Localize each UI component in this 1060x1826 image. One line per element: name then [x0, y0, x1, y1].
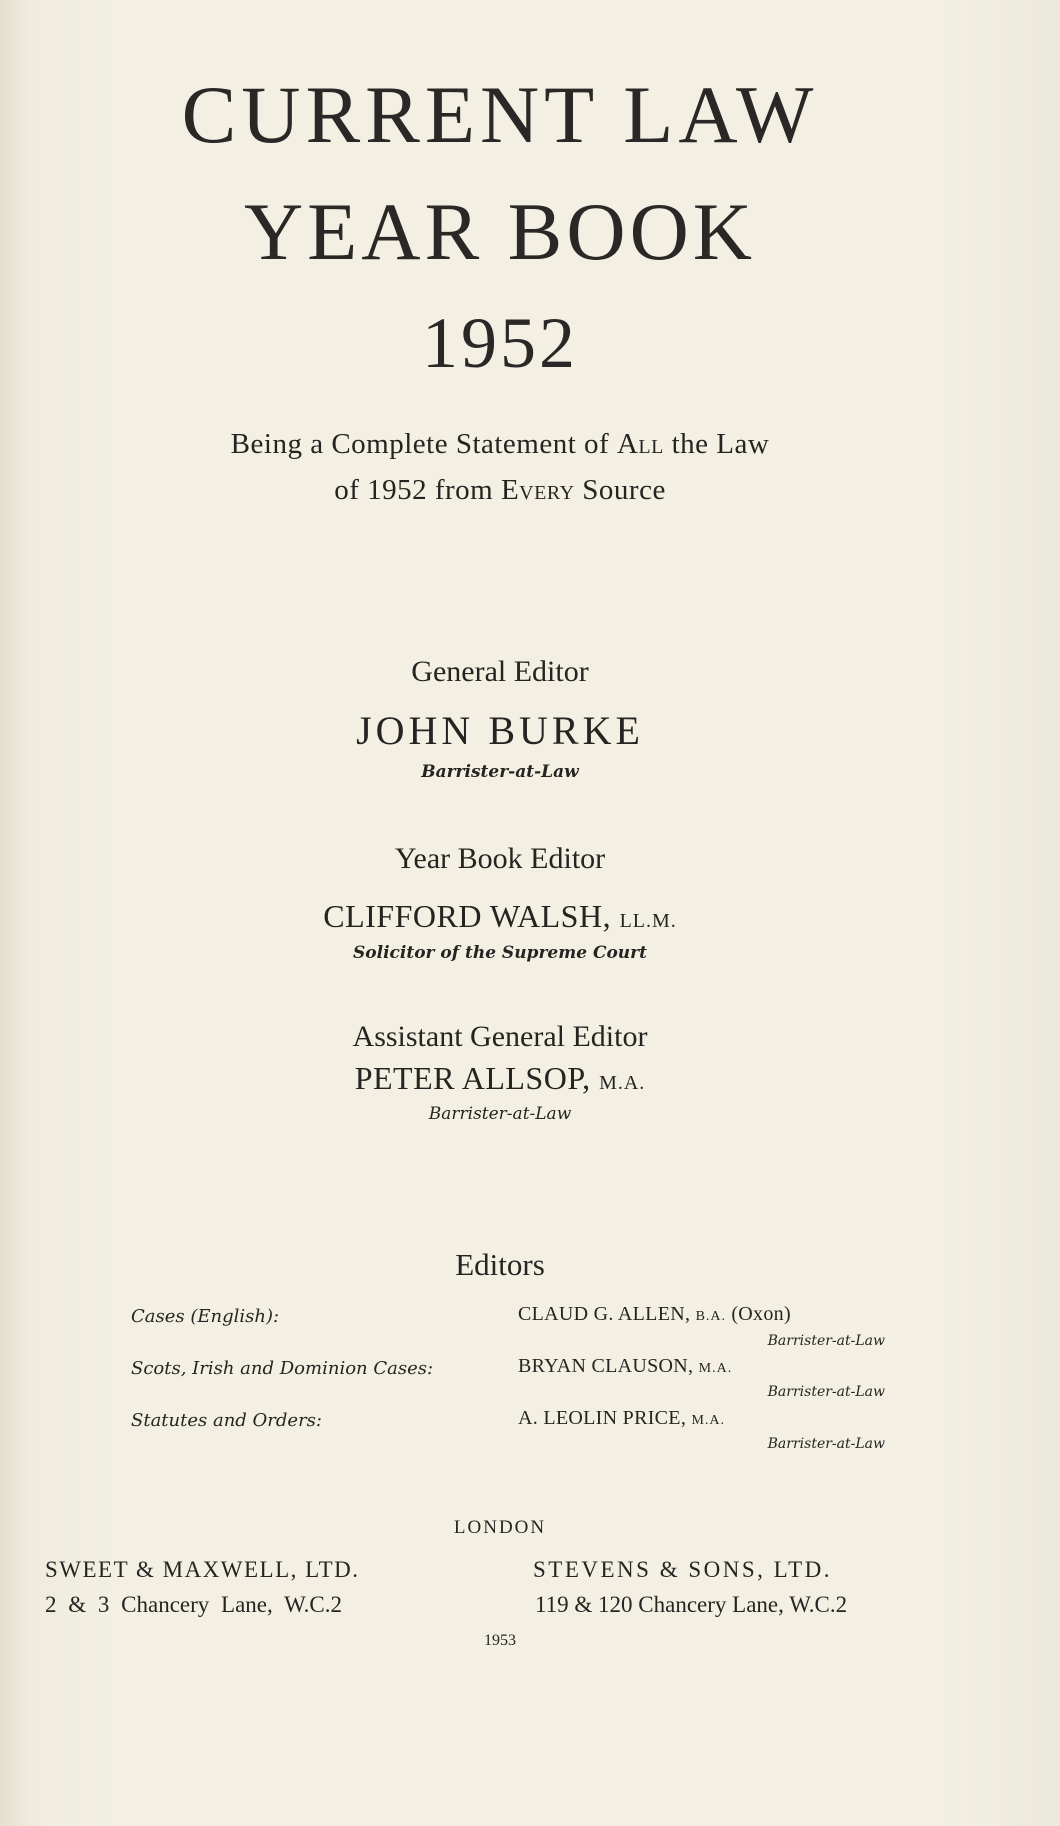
subtitle-line-1	[0, 428, 1000, 461]
editor-name-1: CLAUD G. ALLEN,	[518, 1303, 691, 1325]
assistant-editor-line	[0, 1060, 1000, 1097]
general-editor-qualification: Barrister-at-Law	[421, 762, 579, 782]
general-editor-role: General Editor	[411, 655, 589, 688]
assistant-editor-name: PETER ALLSOP,	[354, 1060, 591, 1096]
editors-heading: Editors	[455, 1247, 545, 1282]
assistant-editor-role: Assistant General Editor	[352, 1020, 648, 1053]
subtitle-text: the Law	[663, 428, 770, 460]
assistant-editor-qualification: Barrister-at-Law	[428, 1104, 572, 1124]
editor-category-2: Scots, Irish and Dominion Cases:	[131, 1358, 434, 1379]
editor-category-1: Cases (English):	[131, 1306, 280, 1327]
editor-name-3: A. LEOLIN PRICE,	[518, 1407, 687, 1429]
year-book-editor-role: Year Book Editor	[394, 842, 606, 875]
subtitle-emphasis: Every	[500, 474, 575, 506]
editor-degree-1: B.A.	[695, 1309, 727, 1324]
title-line-2: YEAR BOOK	[243, 186, 757, 277]
editor-category-3: Statutes and Orders:	[131, 1410, 322, 1431]
publisher-2-name: STEVENS & SONS, LTD.	[533, 1557, 832, 1582]
publisher-1-name: SWEET & MAXWELL, LTD.	[45, 1557, 360, 1582]
imprint-city: LONDON	[453, 1517, 547, 1538]
editor-qualification-2: Barrister-at-Law	[767, 1384, 885, 1400]
subtitle-text: of 1952 from	[334, 474, 501, 506]
publisher-2-address: 119 & 120 Chancery Lane, W.C.2	[535, 1592, 848, 1617]
year-book-editor-line	[0, 898, 1000, 935]
title-line-1: CURRENT LAW	[181, 69, 819, 160]
subtitle-line-2	[0, 474, 1000, 507]
subtitle-emphasis: All	[616, 428, 664, 460]
editor-name-3-line	[518, 1407, 725, 1430]
show-through-shadow	[80, 300, 980, 1700]
editor-degree-2: M.A.	[698, 1361, 733, 1376]
assistant-editor-degree: M.A.	[599, 1072, 646, 1094]
editor-qualification-1: Barrister-at-Law	[767, 1333, 885, 1349]
editor-name-1-line	[518, 1303, 791, 1326]
subtitle-text: Being a Complete Statement of	[230, 428, 617, 460]
general-editor-name: JOHN BURKE	[356, 708, 644, 753]
publisher-1-address: 2 & 3 Chancery Lane, W.C.2	[45, 1592, 343, 1617]
year-book-editor-degree: LL.M.	[619, 910, 677, 932]
editor-name-2-line	[518, 1355, 732, 1378]
editor-name-2: BRYAN CLAUSON,	[518, 1355, 694, 1377]
editor-qualification-3: Barrister-at-Law	[767, 1436, 885, 1452]
title-year: 1952	[422, 303, 578, 383]
editor-suffix-1: (Oxon)	[731, 1303, 791, 1325]
year-book-editor-name: CLIFFORD WALSH,	[323, 898, 612, 934]
editor-degree-3: M.A.	[691, 1413, 725, 1428]
imprint-year: 1953	[484, 1632, 516, 1649]
year-book-editor-qualification: Solicitor of the Supreme Court	[353, 943, 647, 963]
subtitle-text: Source	[574, 474, 666, 506]
